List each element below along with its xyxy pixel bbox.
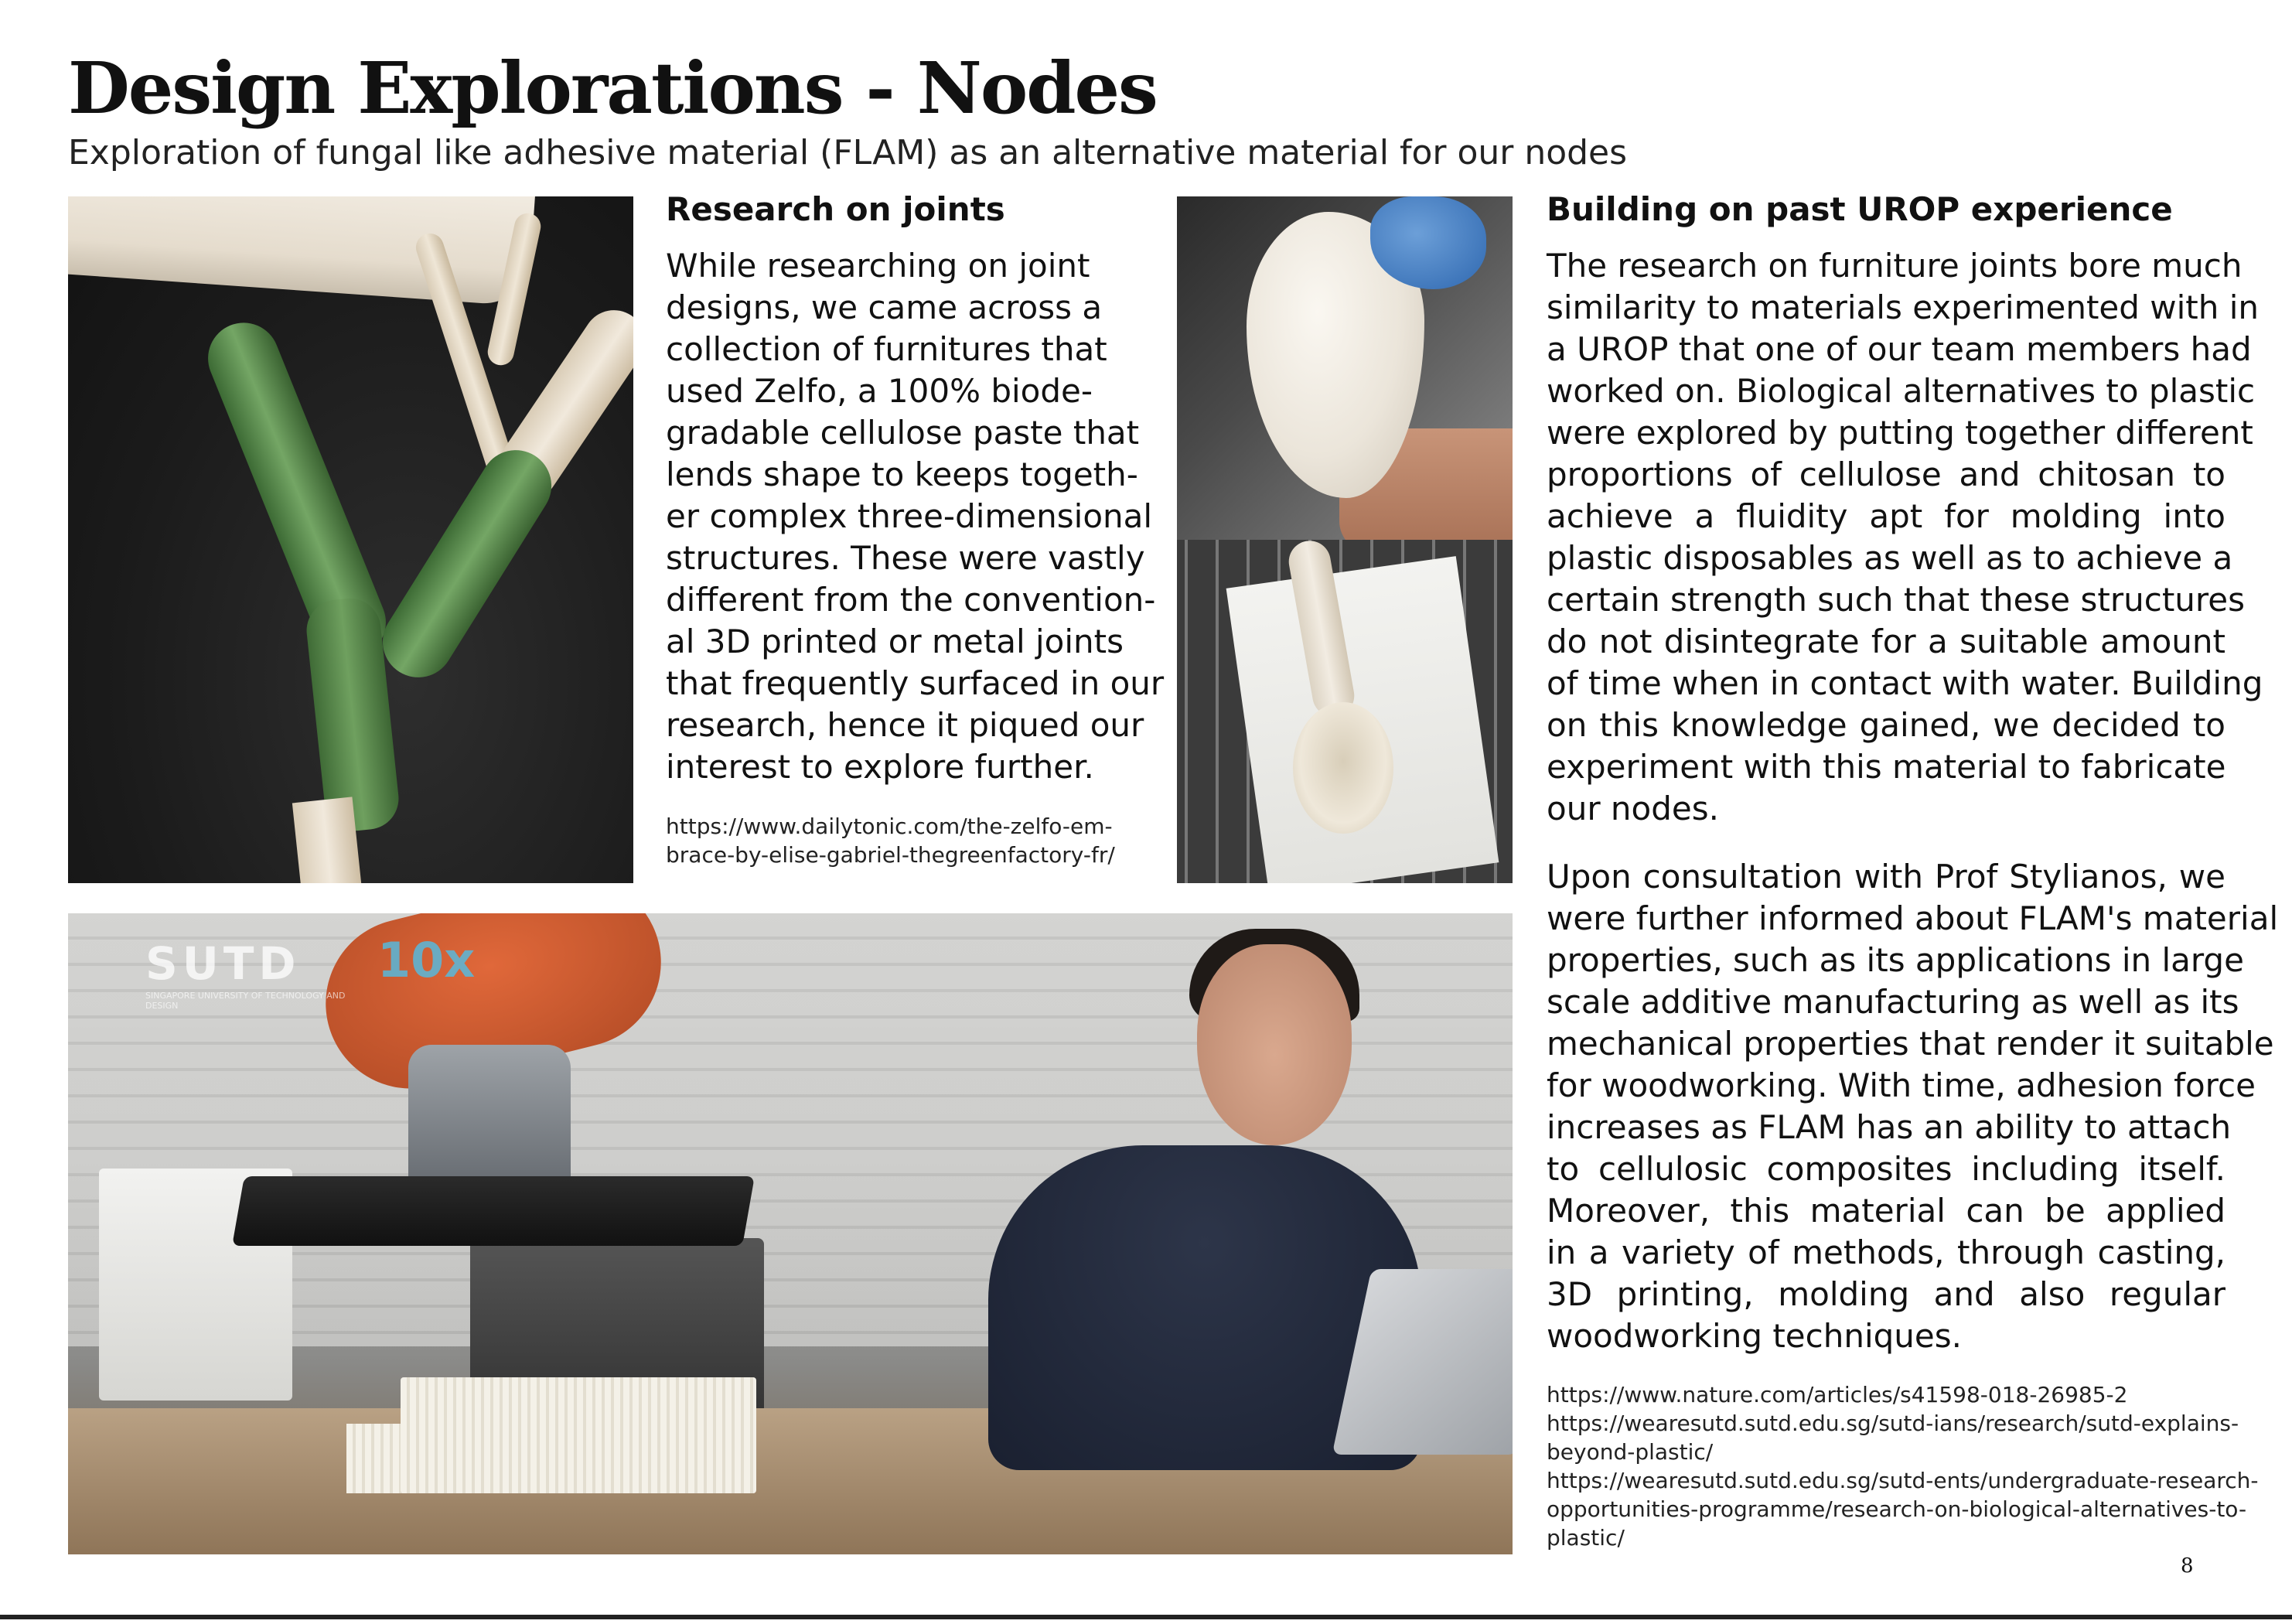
sutd-logo-subtitle: SINGAPORE UNIVERSITY OF TECHNOLOGY AND DESIGN	[145, 991, 346, 1012]
reference-link[interactable]: https://www.dailytonic.com/the-zelfo-em-	[666, 814, 1113, 839]
research-line: al 3D printed or metal joints	[666, 623, 1124, 660]
urop-line: on this knowledge gained, we decided to	[1547, 706, 2225, 744]
urop-line: plastic disposables as well as to achieve a	[1547, 539, 2233, 577]
urop-line: do not disintegrate for a suitable amount	[1547, 623, 2225, 660]
research-line: collection of furnitures that	[666, 330, 1107, 368]
urop-line: Upon consultation with Prof Stylianos, we	[1547, 858, 2225, 896]
research-heading: Research on joints	[666, 190, 1005, 228]
urop-line: scale additive manufacturing as well as its	[1547, 983, 2239, 1021]
research-line: research, hence it piqued our	[666, 706, 1144, 744]
urop-line: were further informed about FLAM's material	[1547, 899, 2279, 937]
research-line: designs, we came across a	[666, 288, 1103, 326]
research-line: used Zelfo, a 100% biode-	[666, 372, 1093, 410]
urop-line: woodworking techniques.	[1547, 1317, 1962, 1355]
research-reference[interactable]	[666, 812, 1145, 869]
urop-line: 3D printing, molding and also regular	[1547, 1275, 2225, 1313]
urop-line: Moreover, this material can be applied	[1547, 1192, 2225, 1230]
research-line: that frequently surfaced in our	[666, 664, 1165, 702]
urop-line: certain strength such that these structures	[1547, 581, 2245, 619]
urop-line: mechanical properties that render it suitable	[1547, 1025, 2274, 1063]
research-line: er complex three-dimensional	[666, 497, 1153, 535]
research-line: gradable cellulose paste that	[666, 414, 1140, 452]
research-line: interest to explore further.	[666, 748, 1094, 786]
research-text	[666, 245, 1165, 788]
urop-line: for woodworking. With time, adhesion force	[1547, 1066, 2256, 1104]
urop-line: similarity to materials experimented with in	[1547, 288, 2260, 326]
research-line: While researching on joint	[666, 247, 1090, 285]
urop-paragraph-1	[1547, 245, 2263, 830]
page-title: Design Explorations - Nodes	[68, 46, 1157, 130]
reference-link[interactable]: plastic/	[1547, 1525, 1625, 1551]
robot-lab-photo	[68, 913, 1513, 1554]
bottom-divider	[0, 1615, 2292, 1619]
urop-line: of time when in contact with water. Building	[1547, 664, 2263, 702]
chair-joint-photo	[68, 196, 633, 883]
spoon-mold-photo	[1177, 540, 1513, 883]
urop-line: proportions of cellulose and chitosan to	[1547, 455, 2225, 493]
ten-x-logo: 10x	[377, 932, 476, 988]
urop-line: our nodes.	[1547, 790, 1719, 827]
research-line: different from the convention-	[666, 581, 1156, 619]
urop-references[interactable]	[1547, 1380, 2259, 1552]
sutd-logo: SUTD	[145, 937, 301, 990]
reference-link[interactable]: https://www.nature.com/articles/s41598-018-26985-2	[1547, 1382, 2128, 1407]
reference-link[interactable]: beyond-plastic/	[1547, 1439, 1714, 1465]
reference-link[interactable]: https://wearesutd.sutd.edu.sg/sutd-ents/undergraduate-research-	[1547, 1468, 2259, 1493]
research-line: lends shape to keeps togeth-	[666, 455, 1138, 493]
urop-line: The research on furniture joints bore much	[1547, 247, 2243, 285]
reference-link[interactable]: https://wearesutd.sutd.edu.sg/sutd-ians/research/sutd-explains-	[1547, 1411, 2239, 1436]
urop-heading: Building on past UROP experience	[1547, 190, 2173, 228]
urop-line: worked on. Biological alternatives to plastic	[1547, 372, 2256, 410]
urop-paragraph-2	[1547, 856, 2279, 1357]
reference-link[interactable]: brace-by-elise-gabriel-thegreenfactory-fr/	[666, 842, 1115, 868]
urop-line: achieve a fluidity apt for molding into	[1547, 497, 2225, 535]
research-line: structures. These were vastly	[666, 539, 1145, 577]
urop-line: properties, such as its applications in large	[1547, 941, 2244, 979]
reference-link[interactable]: opportunities-programme/research-on-biological-alternatives-to-	[1547, 1496, 2247, 1522]
urop-line: increases as FLAM has an ability to attach	[1547, 1108, 2232, 1146]
page-subtitle: Exploration of fungal like adhesive material (FLAM) as an alternative material for our nodes	[68, 133, 1628, 172]
urop-line: a UROP that one of our team members had	[1547, 330, 2252, 368]
page-number: 8	[2181, 1554, 2194, 1578]
urop-line: in a variety of methods, through casting,	[1547, 1233, 2225, 1271]
flam-cast-photo	[1177, 196, 1513, 540]
urop-line: to cellulosic composites including itself.	[1547, 1150, 2225, 1188]
urop-line: experiment with this material to fabricate	[1547, 748, 2226, 786]
urop-line: were explored by putting together different	[1547, 414, 2253, 452]
